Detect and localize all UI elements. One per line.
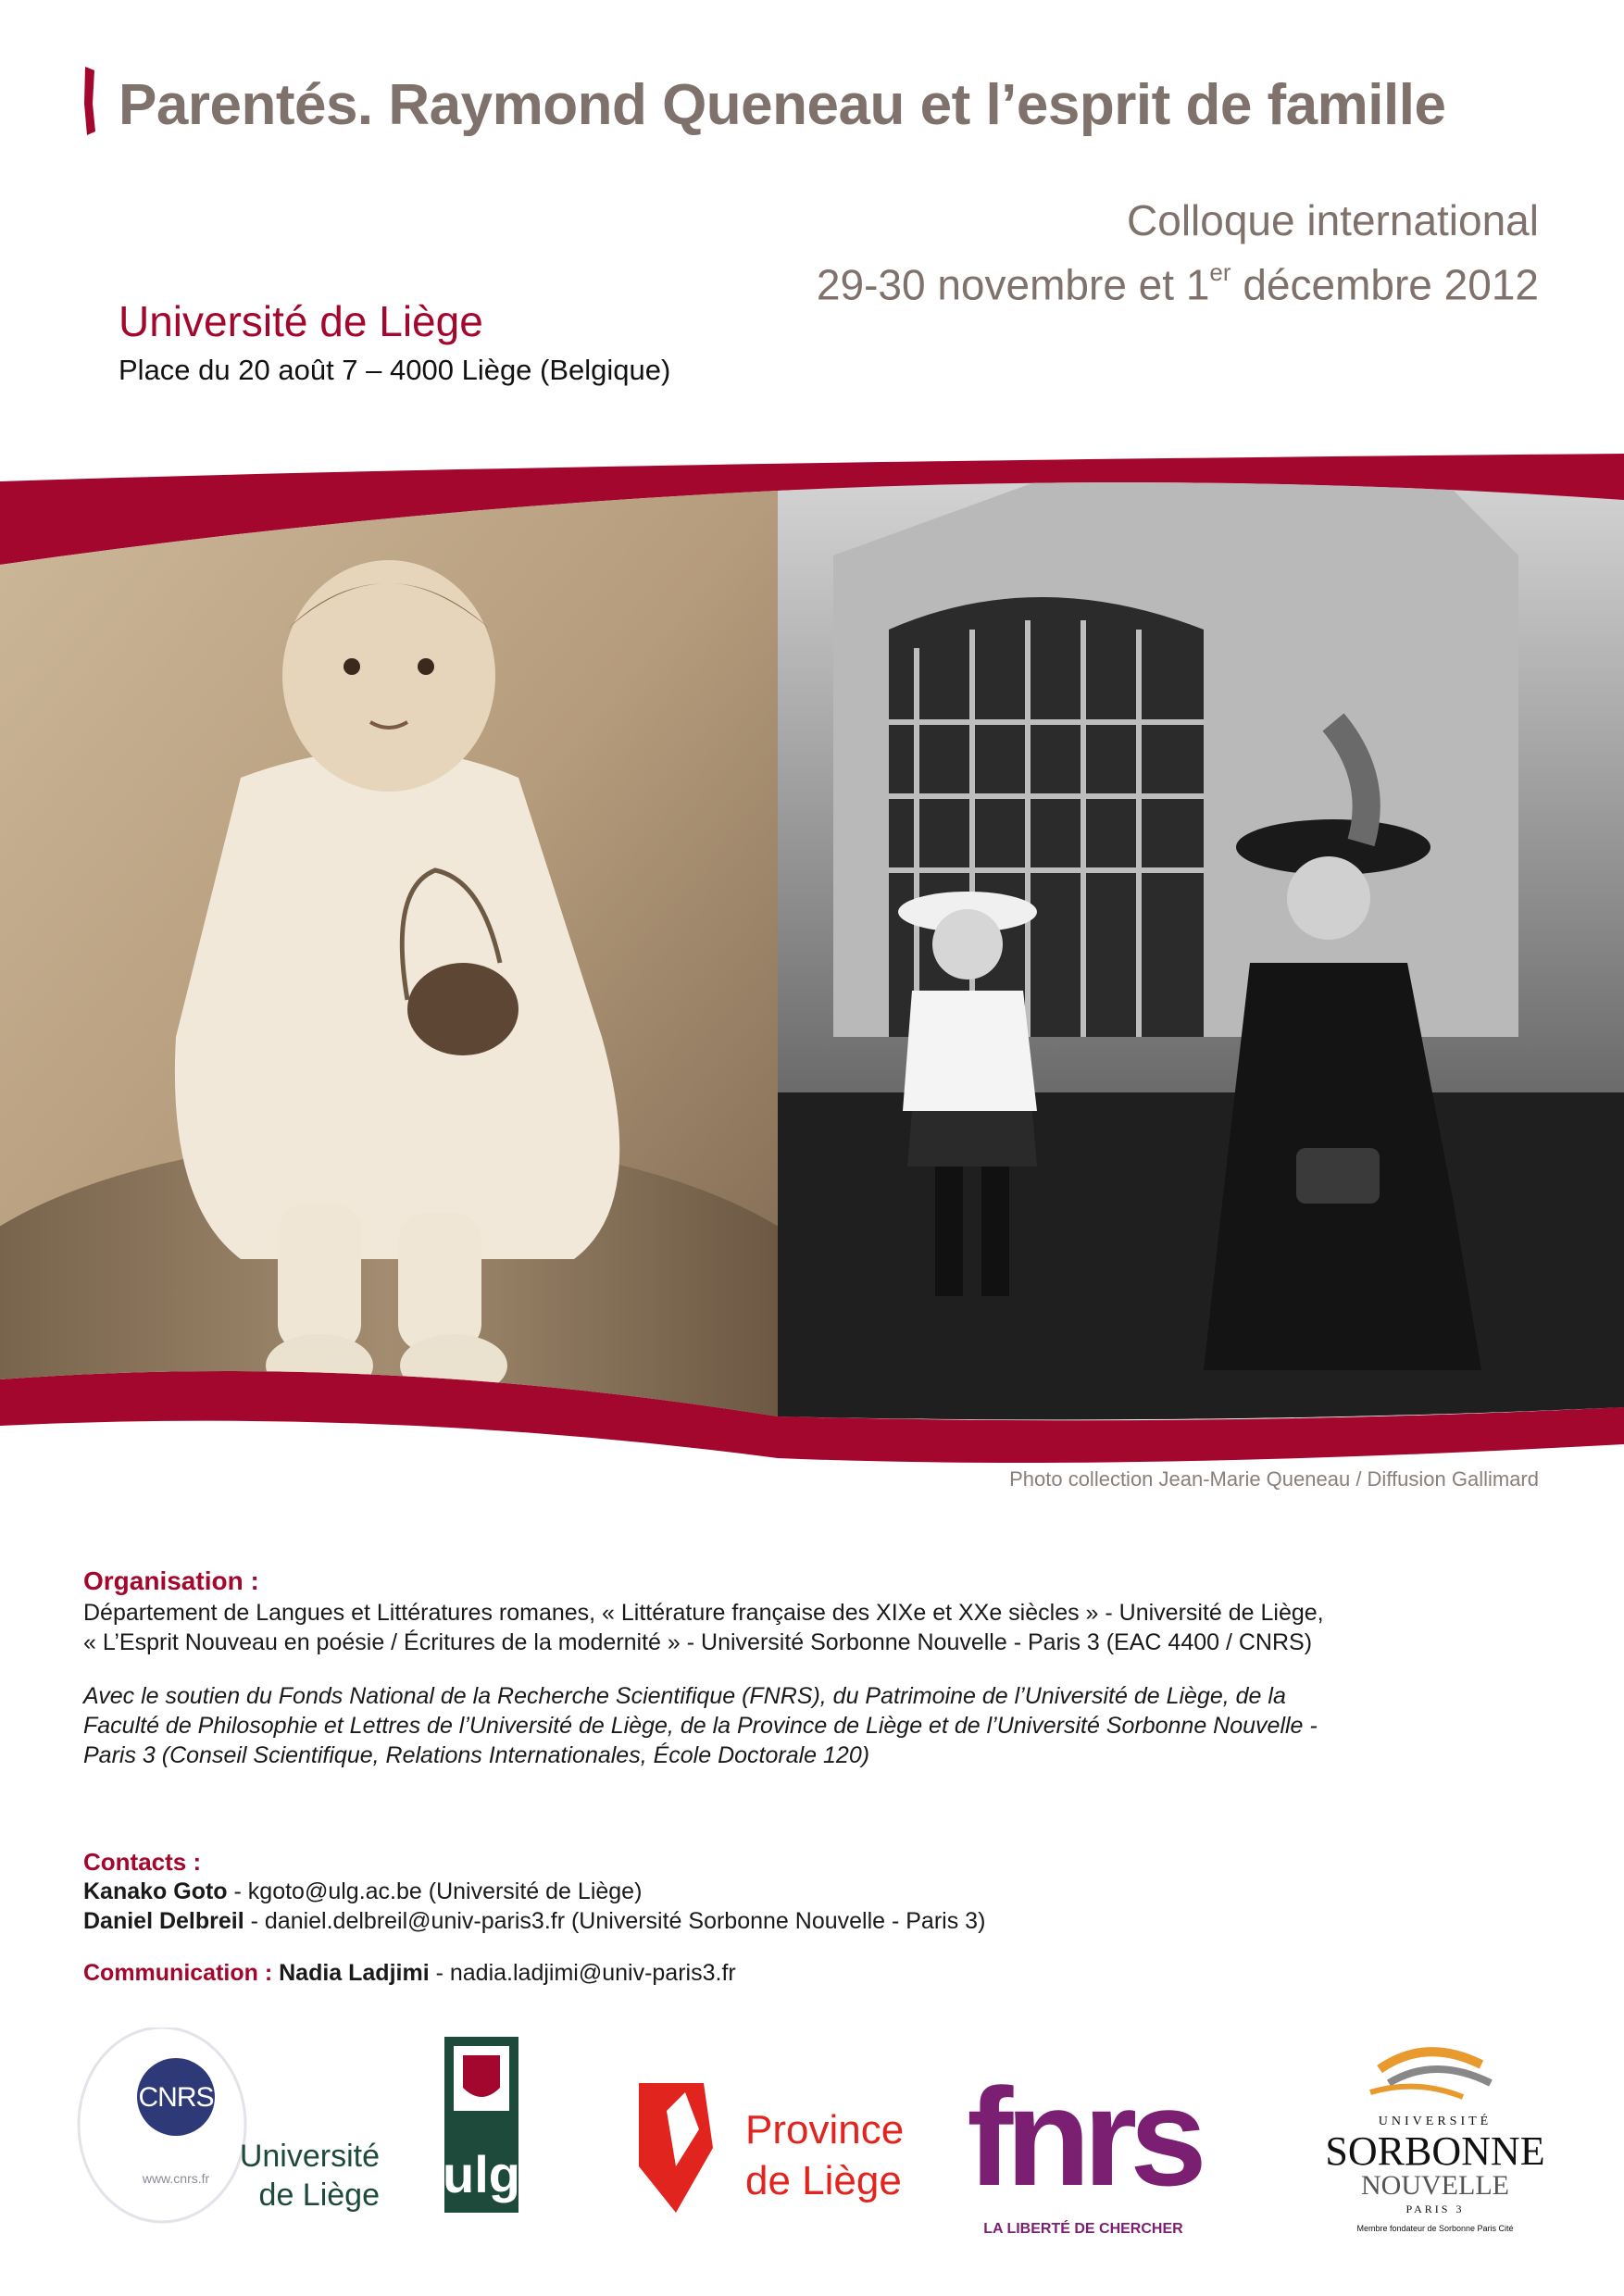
contact-item (83, 1877, 1546, 1906)
cnrs-logo (79, 2028, 245, 2222)
sorbonne-member: Membre fondateur de Sorbonne Paris Cité (1356, 2224, 1514, 2233)
communication-heading: Communication : (83, 1960, 280, 1986)
partner-logos (74, 2028, 1555, 2250)
contact-name: Kanako Goto (83, 1878, 228, 1904)
ulg-logo (240, 2037, 520, 2213)
contacts-section (83, 1847, 1546, 1988)
photo-caption: Photo collection Jean-Marie Queneau / Diffusion Gallimard (1009, 1467, 1539, 1491)
sorbonne-top: UNIVERSITÉ (1378, 2115, 1493, 2128)
ulg-mark: ulg (443, 2145, 520, 2203)
contacts-heading: Contacts : (83, 1848, 202, 1876)
venue-university: Université de Liège (119, 297, 483, 345)
title-accent-mark (81, 67, 96, 135)
organisation-line-1: Département de Langues et Littératures romanes, « Littérature française des XIXe et XXe siècles » - Université de Liège, (83, 1600, 1324, 1626)
province-logo (639, 2083, 904, 2213)
organisation-line-2: « L’Esprit Nouveau en poésie / Écritures de la modernité » - Université Sorbonne Nouvelle - Paris 3 (EAC 4400 / CNRS) (83, 1629, 1313, 1655)
fnrs-tagline: LA LIBERTÉ DE CHERCHER (983, 2221, 1183, 2237)
photo-band (0, 444, 1624, 1481)
dates-end: décembre 2012 (1230, 260, 1539, 309)
colloque-label: Colloque international (1127, 196, 1539, 244)
dates-sup: er (1209, 258, 1231, 286)
baby-photo (0, 481, 870, 1481)
sorbonne-main: SORBONNE (1325, 2128, 1545, 2174)
fnrs-logo (967, 2059, 1202, 2237)
organisation-heading: Organisation : (83, 1566, 259, 1595)
communication-line (83, 1958, 1546, 1988)
sorbonne-sub: NOUVELLE (1361, 2170, 1509, 2201)
contact-name: Daniel Delbreil (83, 1908, 244, 1934)
sorbonne-logo (1325, 2052, 1544, 2233)
province-line-1: Province (745, 2107, 905, 2152)
contact-item (83, 1906, 1546, 1936)
province-line-2: de Liège (745, 2158, 902, 2203)
cnrs-logo-text: CNRS (138, 2082, 214, 2113)
dates-main: 29-30 novembre et 1 (816, 260, 1210, 309)
ulg-line-2: de Liège (258, 2177, 380, 2213)
support-line-2: Faculté de Philosophie et Lettres de l’Université de Liège, de la Province de Liège et de l’Université Sorbonne Nouvelle - (83, 1713, 1318, 1739)
contact-detail[interactable]: - kgoto@ulg.ac.be (Université de Liège) (227, 1878, 643, 1904)
fnrs-wordmark: fnrs (967, 2059, 1200, 2215)
communication-detail[interactable]: - nadia.ladjimi@univ-paris3.fr (429, 1960, 736, 1986)
family-photo (778, 444, 1624, 1481)
venue-address: Place du 20 août 7 – 4000 Liège (Belgique) (119, 354, 671, 386)
colloque-info (817, 193, 1539, 312)
communication-name: Nadia Ladjimi (279, 1960, 430, 1986)
support-line-3: Paris 3 (Conseil Scientifique, Relations Internationales, École Doctorale 120) (83, 1742, 870, 1768)
colloque-dates (817, 248, 1539, 312)
support-line-1: Avec le soutien du Fonds National de la Recherche Scientifique (FNRS), du Patrimoine de l’Université de Liège, de la (83, 1683, 1286, 1709)
cnrs-url: www.cnrs.fr (142, 2171, 210, 2186)
organisation-section (83, 1565, 1546, 1770)
ulg-line-1: Université (239, 2139, 380, 2174)
page-title: Parentés. Raymond Queneau et l’esprit de famille (119, 73, 1446, 137)
sorbonne-paris: PARIS 3 (1405, 2202, 1465, 2215)
contact-detail[interactable]: - daniel.delbreil@univ-paris3.fr (Université Sorbonne Nouvelle - Paris 3) (244, 1908, 986, 1934)
